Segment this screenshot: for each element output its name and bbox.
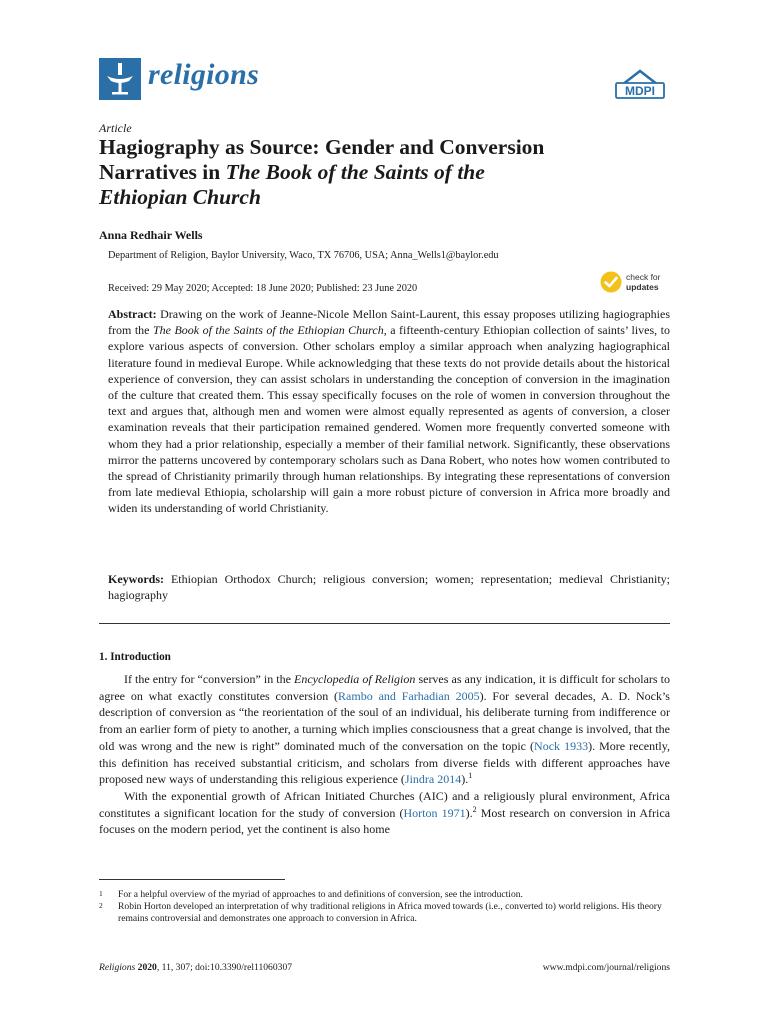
check-updates-line2: updates: [626, 282, 659, 292]
footer-journal: Religions: [99, 962, 136, 973]
keywords-label: Keywords:: [108, 572, 164, 586]
footnote: [99, 889, 670, 901]
footnote: [99, 901, 670, 925]
section-divider: [99, 623, 670, 624]
abstract-label: Abstract:: [108, 307, 157, 321]
footnote-text: Robin Horton developed an interpretation of why traditional religions in Africa moved towards (i.e., converted to) world religions. His theory remains controversial and demonstrates one approach to conversion in Africa.: [118, 901, 662, 924]
publication-dates: Received: 29 May 2020; Accepted: 18 June 2020; Published: 23 June 2020: [108, 283, 418, 294]
p1-text-c: ). For several decades, A. D. Nock’s description of conversion as “the reorientation of the soul of an individual, his deliberate turning from indifference or from an earlier form of piety to another, a turning which implies consciousness that a great change is involved, that the old was wrong and the new is right” dominated much of the conversation on the topic (: [99, 688, 670, 753]
title-line-3: Ethiopian Church: [99, 185, 261, 209]
mdpi-logo-text: MDPI: [625, 84, 655, 98]
title-line-2: Narratives in: [99, 160, 226, 184]
citation-link[interactable]: Horton 1971: [403, 805, 466, 820]
article-type: Article: [99, 121, 132, 135]
title-line-1: Hagiography as Source: Gender and Conversion: [99, 135, 545, 159]
author-affiliation: Department of Religion, Baylor University, Waco, TX 76706, USA; Anna_Wells1@baylor.edu: [108, 250, 499, 261]
p1-text-a: If the entry for “conversion” in the: [124, 672, 294, 686]
abstract-text-1: Drawing on the work of Jeanne-Nicole Mellon Saint-Laurent, this essay proposes utilizing hagiographies from the: [108, 307, 670, 338]
author-name: Anna Redhair Wells: [99, 228, 203, 242]
abstract: [108, 306, 670, 517]
keywords-text: Ethiopian Orthodox Church; religious conversion; women; representation; medieval Christianity; hagiography: [108, 572, 670, 603]
citation-footer: [99, 962, 292, 973]
article-title: [99, 135, 659, 210]
paragraph-2: [99, 788, 670, 838]
check-updates-line1: check for: [626, 272, 661, 282]
journal-url-link[interactable]: www.mdpi.com/journal/religions: [542, 962, 670, 973]
footnote-marker[interactable]: 1: [468, 771, 473, 781]
citation-link[interactable]: Rambo and Farhadian 2005: [338, 688, 480, 703]
citation-link[interactable]: Nock 1933: [534, 738, 589, 753]
check-updates-icon: [600, 271, 622, 293]
check-for-updates-badge[interactable]: [600, 271, 670, 295]
footer-year: 2020: [137, 962, 157, 973]
paragraph-1: [99, 671, 670, 788]
footnote-text: For a helpful overview of the myriad of approaches to and definitions of conversion, see the introduction.: [118, 889, 523, 900]
footnote-divider: [99, 879, 285, 880]
p2-text-a: With the exponential growth of African Initiated Churches (AIC) and a religiously plural environment, Africa constitutes a significant location for the study of conversion (: [99, 788, 670, 820]
abstract-book-italic: The Book of the Saints of the Ethiopian Church: [152, 323, 384, 338]
introduction-body: [99, 671, 670, 838]
footnote-number: 2: [99, 901, 103, 910]
title-book-italic: The Book of the Saints of the: [225, 160, 485, 184]
abstract-text-2: , a fifteenth-century Ethiopian collection of saints’ lives, to explore various aspects of conversion. Other scholars employ a similar approach when analyzing hagiographical literature found in medieval Europe. While acknowledging that these texts do not provide details about the historical experience of conversion, they can assist scholars in understanding the conception of conversion in the imagination of the culture that created them. This essay specifically focuses on the role of women in conversion throughout the text and argues that, although men and women were almost equally represented as agents of conversion, a closer examination reveals that their participation remained gendered. Women more frequently converted someone with whom they had a prior relationship, especially a member of their familial network. Significantly, these observations mirror the patterns uncovered by contemporary scholars such as Dana Robert, who notes how women contributed to the spread of Christianity primarily through human relationships. By integrating these representations of conversion from late medieval Ethiopia, scholarship will gain a more robust picture of conversion in Africa more broadly and widen its understanding of world Christianity.: [108, 323, 670, 516]
footnote-marker[interactable]: 2: [472, 804, 477, 814]
journal-name: religions: [148, 58, 260, 91]
p2-text-b: ).: [465, 805, 473, 820]
footnotes: [99, 889, 670, 925]
p1-text-e: ).: [461, 772, 469, 787]
mdpi-logo-icon: [610, 66, 670, 102]
p1-text-d: ). More recently, this definition has received substantial criticism, and scholars from diverse fields with different approaches have proposed new ways of understanding this religious experience (: [99, 738, 670, 787]
p1-encyclopedia-italic: Encyclopedia of Religion: [293, 672, 416, 686]
footer-doi: , 11, 307; doi:10.3390/rel11060307: [156, 962, 293, 973]
keywords: [108, 571, 670, 603]
religions-logo-icon: [99, 58, 141, 100]
citation-link[interactable]: Jindra 2014: [404, 772, 462, 787]
section-heading: 1. Introduction: [99, 651, 171, 663]
p2-text-c: Most research on conversion in Africa focuses on the modern period, yet the continent is also home: [99, 805, 671, 837]
p1-text-b: serves as any indication, it is difficult for scholars to agree on what exactly constitutes conversion (: [99, 672, 670, 703]
footnote-number: 1: [99, 889, 103, 898]
